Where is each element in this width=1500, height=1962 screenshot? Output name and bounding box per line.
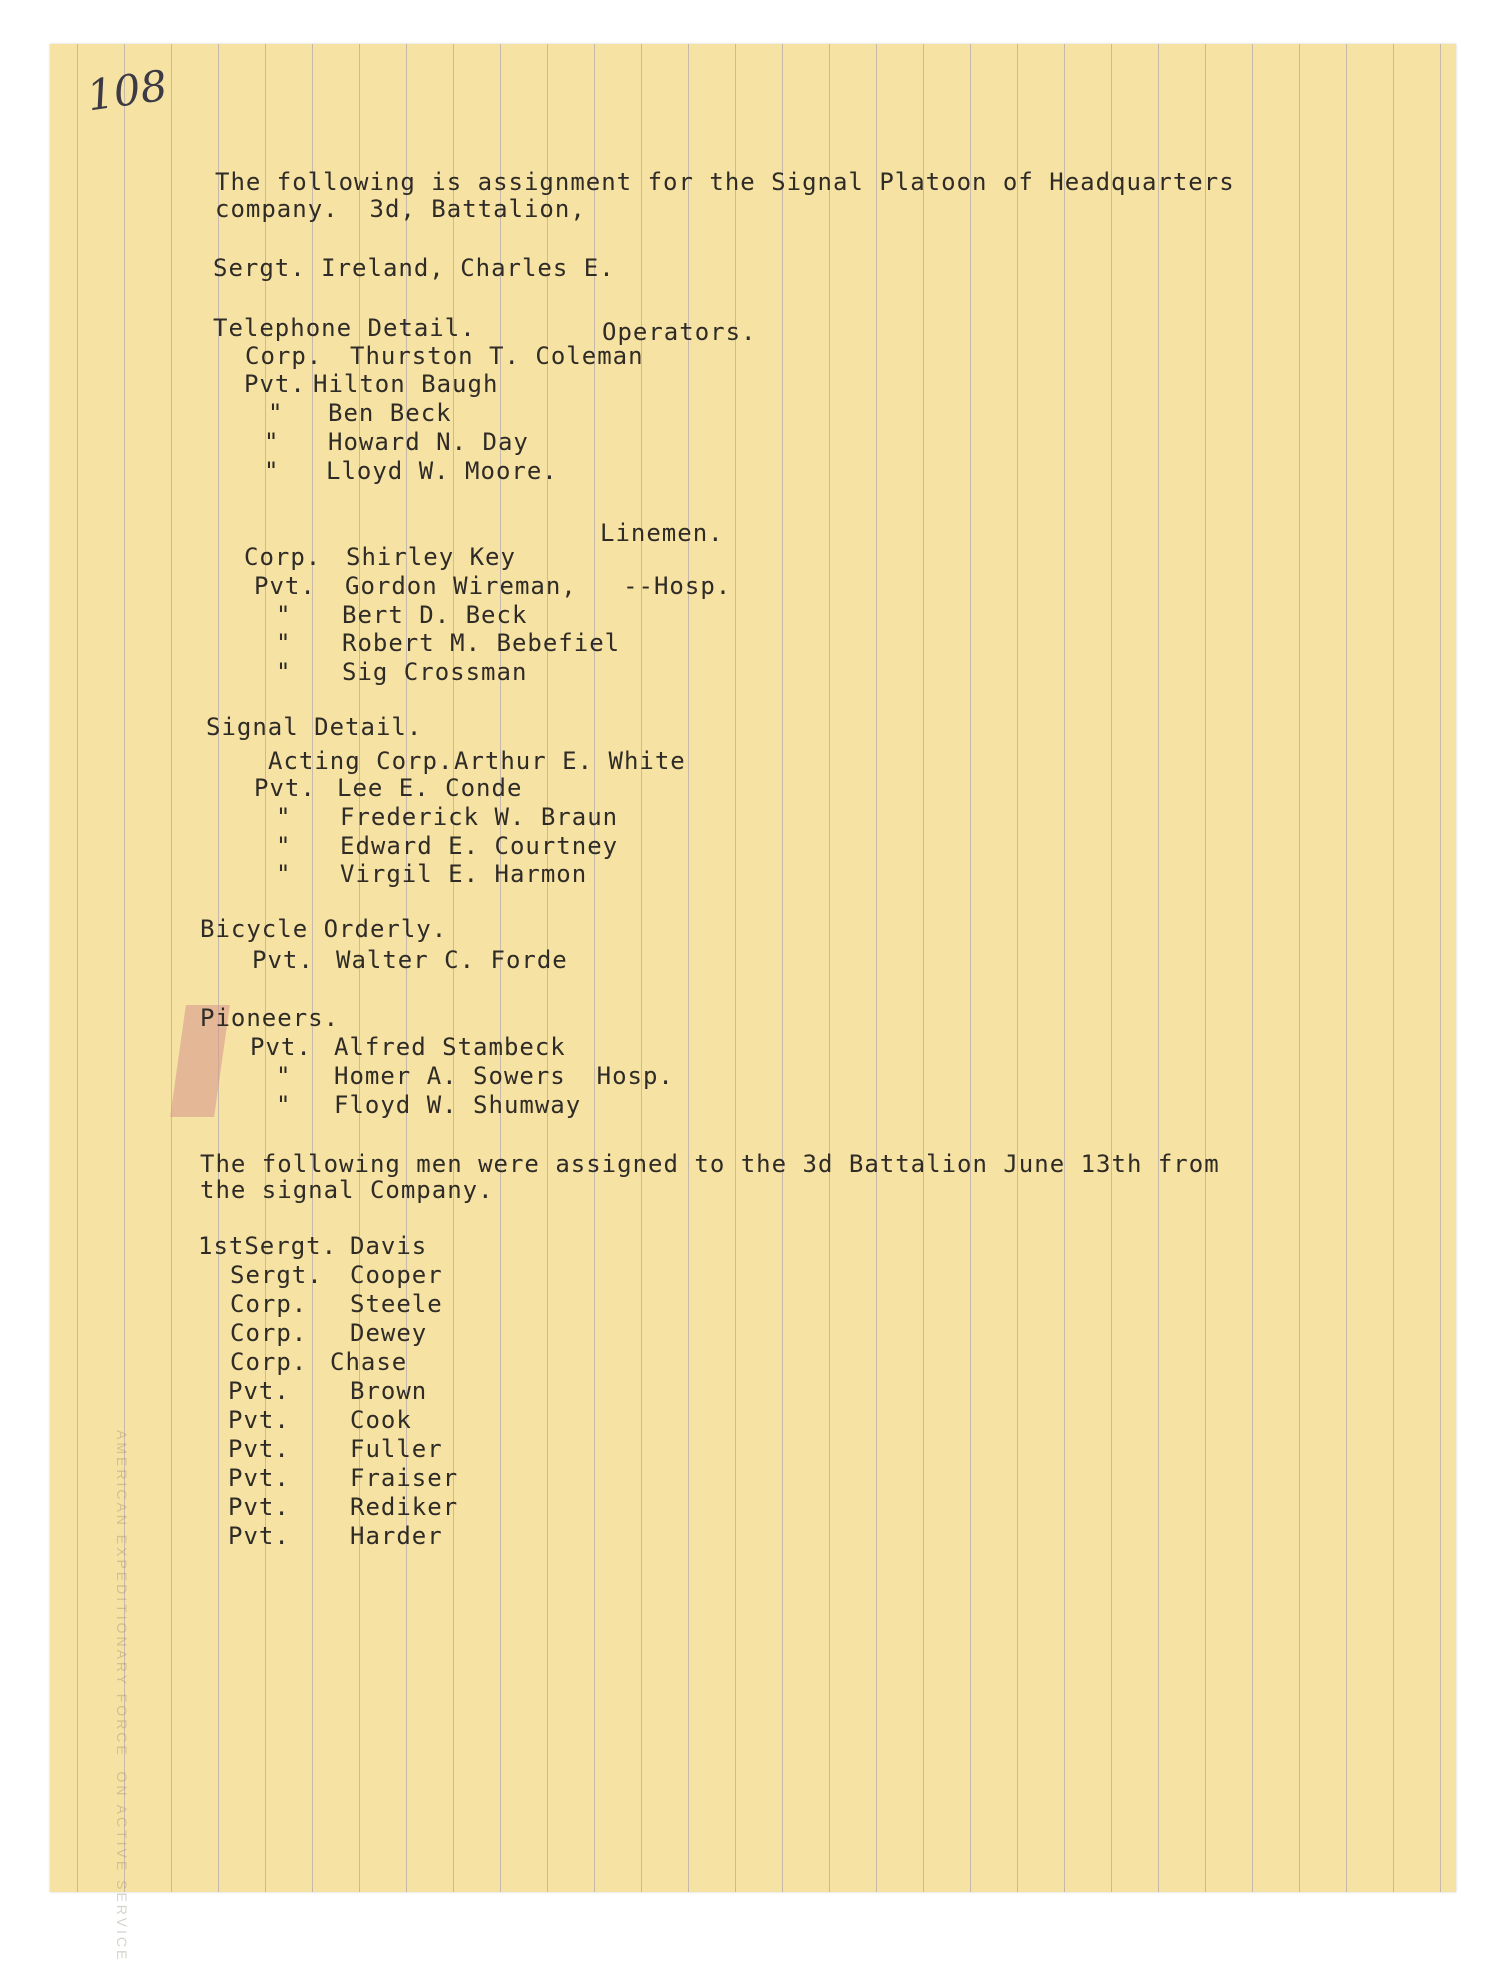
operator-name: Lloyd W. Moore.	[326, 457, 558, 485]
heading-line-2: company. 3d, Battalion,	[215, 195, 586, 223]
lineman-rank: Pvt.	[254, 572, 316, 600]
section-title-signal-detail: Signal Detail.	[206, 713, 423, 741]
signal-name: Lee E. Conde	[337, 774, 523, 802]
assigned-name: Cook	[350, 1406, 412, 1434]
signal-name: Arthur E. White	[454, 747, 686, 775]
pioneer-rank: "	[276, 1062, 292, 1090]
pioneer-name: Homer A. Sowers Hosp.	[334, 1062, 674, 1090]
assigned-name: Davis	[350, 1232, 428, 1260]
lineman-name: Sig Crossman	[342, 658, 528, 686]
section-title-pioneers: Pioneers.	[200, 1004, 340, 1032]
section-title-telephone-detail: Telephone Detail.	[213, 314, 476, 342]
signal-rank: "	[276, 803, 292, 831]
operator-name: Howard N. Day	[328, 428, 529, 456]
lineman-rank: "	[276, 601, 292, 629]
assigned-name: Brown	[350, 1377, 428, 1405]
operator-rank: Corp.	[245, 342, 323, 370]
operator-name: Hilton Baugh	[313, 370, 499, 398]
assigned-name: Fraiser	[350, 1464, 459, 1492]
signal-name: Frederick W. Braun	[340, 803, 619, 831]
subheading-operators: Operators.	[602, 318, 757, 346]
assigned-rank: Pvt.	[228, 1493, 290, 1521]
lineman-name: Gordon Wireman, --Hosp.	[345, 572, 732, 600]
lineman-name: Robert M. Bebefiel	[342, 629, 621, 657]
assigned-rank: Corp.	[230, 1290, 308, 1318]
heading-line-1: The following is assignment for the Signal Platoon of Headquarters	[215, 168, 1235, 196]
assigned-name: Steele	[350, 1290, 443, 1318]
assigned-name: Cooper	[350, 1261, 443, 1289]
assigned-note-line-1: The following men were assigned to the 3d Battalion June 13th from	[200, 1150, 1220, 1178]
assigned-rank: Pvt.	[228, 1377, 290, 1405]
assigned-rank: Pvt.	[228, 1522, 290, 1550]
operator-rank: Pvt.	[244, 370, 306, 398]
operator-rank: "	[264, 428, 280, 456]
operator-name: Ben Beck	[328, 399, 452, 427]
assigned-rank: Corp.	[230, 1348, 308, 1376]
signal-rank: Acting Corp.	[268, 747, 454, 775]
signal-name: Edward E. Courtney	[340, 832, 619, 860]
operator-rank: "	[268, 399, 284, 427]
faint-seal-text: AMERICAN EXPEDITIONARY FORCE ON ACTIVE SERVICE	[114, 1430, 130, 1962]
pioneer-rank: Pvt.	[250, 1033, 312, 1061]
signal-rank: "	[276, 832, 292, 860]
assigned-note-line-2: the signal Company.	[200, 1176, 494, 1204]
bicycle-name: Walter C. Forde	[336, 946, 568, 974]
assigned-rank: Corp.	[230, 1319, 308, 1347]
assigned-rank: Pvt.	[228, 1464, 290, 1492]
lineman-name: Shirley Key	[346, 543, 516, 571]
lineman-rank: "	[276, 629, 292, 657]
lineman-rank: Corp.	[244, 543, 322, 571]
operator-name: Thurston T. Coleman	[350, 342, 644, 370]
assigned-rank: Pvt.	[228, 1406, 290, 1434]
assigned-rank: Pvt.	[228, 1435, 290, 1463]
pioneer-name: Floyd W. Shumway	[334, 1091, 582, 1119]
operator-rank: "	[264, 457, 280, 485]
signal-rank: Pvt.	[254, 774, 316, 802]
lineman-rank: "	[276, 658, 292, 686]
assigned-rank: Sergt.	[230, 1261, 323, 1289]
lineman-name: Bert D. Beck	[342, 601, 528, 629]
assigned-name: Rediker	[350, 1493, 459, 1521]
signal-rank: "	[276, 860, 292, 888]
assigned-name: Chase	[330, 1348, 408, 1376]
pioneer-name: Alfred Stambeck	[334, 1033, 566, 1061]
sergeant-line: Sergt. Ireland, Charles E.	[213, 254, 615, 282]
assigned-name: Fuller	[350, 1435, 443, 1463]
assigned-name: Harder	[350, 1522, 443, 1550]
assigned-name: Dewey	[350, 1319, 428, 1347]
pioneer-rank: "	[276, 1091, 292, 1119]
subheading-linemen: Linemen.	[600, 519, 724, 547]
assigned-rank: 1stSergt.	[198, 1232, 338, 1260]
section-title-bicycle-orderly: Bicycle Orderly.	[200, 915, 448, 943]
signal-name: Virgil E. Harmon	[340, 860, 588, 888]
handwritten-page-number: 108	[83, 60, 171, 121]
bicycle-rank: Pvt.	[252, 946, 314, 974]
